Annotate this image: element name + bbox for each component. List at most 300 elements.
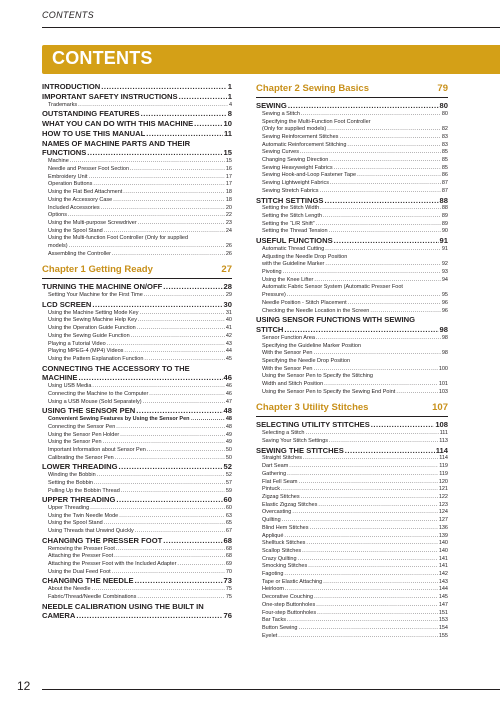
toc-section-entry[interactable] (42, 406, 232, 416)
toc-entry-title: Straight Stitches (262, 455, 303, 462)
dot-leader (284, 571, 437, 579)
toc-entry[interactable] (256, 571, 448, 579)
toc-entry[interactable] (256, 479, 448, 487)
toc-entry[interactable] (42, 228, 232, 236)
toc-entry-title: Winding the Bobbin (48, 472, 96, 479)
toc-page-number: 48 (225, 416, 232, 423)
toc-entry[interactable] (256, 180, 448, 188)
toc-entry[interactable] (42, 586, 232, 594)
toc-page-number: 50 (225, 446, 232, 453)
toc-entry-title: Bar Tacks (262, 617, 287, 624)
toc-entry-title: Using the Machine Setting Mode Key (48, 309, 139, 316)
toc-page-number: 136 (438, 524, 448, 531)
toc-entry[interactable] (256, 438, 448, 446)
toc-entry-title: Using the Sensor Pen Holder (48, 431, 120, 438)
toc-entry[interactable] (42, 399, 232, 407)
toc-entry[interactable] (42, 317, 232, 325)
toc-page-number: 15 (223, 148, 232, 158)
toc-entry-title: Zigzag Stitches (262, 494, 300, 500)
toc-entry[interactable] (42, 102, 232, 110)
dot-leader (147, 447, 225, 455)
dot-leader (283, 269, 441, 277)
dot-leader (177, 561, 224, 569)
toc-entry[interactable] (256, 292, 448, 300)
toc-entry[interactable] (42, 348, 232, 356)
toc-page-number: 90 (441, 228, 448, 235)
toc-section-entry[interactable] (256, 446, 448, 456)
toc-page-number: 140 (438, 547, 448, 554)
dot-leader (194, 119, 222, 129)
toc-entry-title: Sewing Heavyweight Fabrics (262, 164, 333, 171)
toc-page-number: 88 (441, 205, 448, 212)
toc-entry-title: About the Needle (48, 586, 91, 593)
toc-entry[interactable] (256, 494, 448, 502)
toc-entry[interactable] (42, 455, 232, 463)
dot-leader (137, 594, 225, 602)
toc-section-entry[interactable] (42, 536, 232, 546)
toc-entry-title: One-step Buttonholes (262, 601, 316, 608)
toc-page-number: 96 (441, 299, 448, 306)
toc-entry[interactable] (256, 142, 448, 150)
toc-page-number: 44 (225, 348, 232, 355)
toc-page-number: 92 (441, 261, 448, 268)
toc-entry[interactable] (256, 486, 448, 494)
toc-page-number: 52 (225, 472, 232, 479)
toc-entry-title: Changing Sewing Direction (262, 157, 329, 164)
toc-section-entry[interactable] (42, 576, 232, 586)
toc-entry[interactable] (256, 188, 448, 196)
toc-entry[interactable] (42, 341, 232, 349)
toc-entry[interactable] (256, 502, 448, 510)
toc-entry-title: HOW TO USE THIS MANUAL (42, 128, 146, 138)
toc-entry-title[interactable]: Automatic Fabric Sensor System (Automatic Presser Foot (262, 284, 403, 291)
dot-leader (327, 126, 441, 134)
toc-entry[interactable] (256, 463, 448, 471)
dot-leader (301, 494, 438, 502)
toc-entry-title: Setting the Stitch Length (262, 213, 322, 220)
toc-entry-title[interactable]: Specifying the Guideline Marker Position (262, 342, 362, 349)
dot-leader (302, 548, 438, 556)
toc-entry[interactable] (42, 158, 232, 166)
toc-entry[interactable] (256, 165, 448, 173)
toc-entry[interactable] (42, 220, 232, 228)
toc-entry-title: STITCH (256, 325, 284, 335)
toc-section-entry[interactable] (42, 611, 232, 621)
toc-page-number: 154 (438, 624, 448, 631)
toc-right-column (256, 82, 448, 640)
toc-page-number: 41 (225, 325, 232, 332)
toc-page-number: 16 (225, 165, 232, 172)
toc-section-entry[interactable] (42, 462, 232, 472)
toc-entry[interactable] (256, 579, 448, 587)
toc-entry[interactable] (42, 391, 232, 399)
toc-entry-title: Blind Hem Stitches (262, 524, 309, 531)
toc-entry-title: models) (48, 243, 68, 250)
dot-leader (131, 333, 225, 341)
toc-entry-title: Connecting the Machine to the Computer (48, 390, 149, 397)
toc-entry-title: Setting the Stitch Width (262, 205, 320, 212)
dot-leader (116, 495, 222, 505)
dot-leader (68, 212, 225, 220)
toc-page-number: 108 (435, 420, 448, 430)
toc-entry[interactable] (42, 432, 232, 440)
toc-entry-title: With the Sensor Pen (262, 365, 313, 372)
dot-leader (313, 350, 440, 358)
toc-entry[interactable] (42, 520, 232, 528)
toc-section-entry[interactable] (42, 119, 232, 129)
toc-entry-title: INTRODUCTION (42, 82, 101, 91)
toc-entry[interactable] (256, 586, 448, 594)
toc-entry[interactable] (42, 356, 232, 364)
toc-entry[interactable] (256, 213, 448, 221)
toc-entry[interactable] (256, 471, 448, 479)
chapter-page-number: 107 (432, 402, 448, 414)
dot-leader (313, 366, 437, 374)
toc-page-number: 76 (223, 611, 232, 621)
toc-page-number: 86 (441, 172, 448, 179)
toc-entry[interactable] (42, 439, 232, 447)
dot-leader (70, 158, 225, 166)
toc-entry-title: Setting Your Machine for the First Time (48, 292, 143, 299)
toc-entry[interactable] (42, 310, 232, 318)
dot-leader (69, 243, 225, 251)
toc-page-number: 46 (225, 390, 232, 397)
toc-section-entry[interactable] (42, 373, 232, 383)
toc-page-number: 143 (438, 578, 448, 585)
dot-leader (347, 142, 441, 150)
toc-entry-title: Checking the Needle Location in the Screen (262, 307, 370, 314)
toc-entry-title: Gathering (262, 470, 287, 477)
toc-entry[interactable] (256, 157, 448, 165)
toc-page-number: 48 (223, 406, 232, 416)
toc-entry-title: Using the Multi-purpose Screwdriver (48, 219, 137, 226)
toc-entry-title: Sensor Function Area (262, 334, 315, 341)
toc-entry-title: Pivoting (262, 269, 282, 276)
toc-page-number: 26 (225, 250, 232, 257)
toc-entry[interactable] (256, 261, 448, 269)
toc-section-entry[interactable] (256, 325, 448, 335)
toc-page-number: 60 (223, 495, 232, 505)
toc-page-number: 40 (225, 317, 232, 324)
toc-page-number: 82 (441, 126, 448, 133)
toc-entry[interactable] (42, 325, 232, 333)
toc-entry[interactable] (42, 189, 232, 197)
toc-page-number: 121 (438, 486, 448, 493)
toc-page-number: 139 (438, 532, 448, 539)
dot-leader (104, 228, 225, 236)
toc-entry[interactable] (256, 300, 448, 308)
toc-entry[interactable] (256, 617, 448, 625)
toc-entry[interactable] (256, 509, 448, 517)
footer-rule (42, 689, 500, 690)
page-number: 12 (17, 679, 31, 693)
toc-entry[interactable] (256, 610, 448, 618)
dot-leader (112, 569, 225, 577)
toc-page-number: 95 (441, 292, 448, 299)
toc-section-entry[interactable] (42, 148, 232, 158)
toc-entry[interactable] (42, 488, 232, 496)
toc-entry-title: Eyelet (262, 632, 278, 639)
toc-entry[interactable] (42, 447, 232, 455)
toc-entry-title: Setting the Bobbin (48, 479, 93, 486)
toc-entry[interactable] (42, 205, 232, 213)
toc-entry[interactable] (42, 505, 232, 513)
toc-page-number: 70 (225, 568, 232, 575)
chapter-rule (256, 416, 448, 417)
toc-section-entry[interactable] (42, 282, 232, 292)
toc-page-number: 141 (438, 563, 448, 570)
toc-page-number: 10 (223, 119, 232, 129)
dot-leader (94, 480, 225, 488)
toc-page-number: 114 (435, 445, 448, 455)
toc-entry[interactable] (256, 172, 448, 180)
dot-leader (325, 196, 439, 206)
toc-entry[interactable] (42, 569, 232, 577)
toc-page-number: 59 (225, 487, 232, 494)
toc-entry[interactable] (256, 350, 448, 358)
toc-entry[interactable] (256, 548, 448, 556)
toc-entry[interactable] (42, 292, 232, 300)
toc-page-number: 151 (438, 609, 448, 616)
toc-entry[interactable] (256, 633, 448, 641)
dot-leader (303, 455, 438, 463)
toc-entry[interactable] (256, 246, 448, 254)
toc-page-number: 87 (441, 180, 448, 187)
toc-entry-title: Using the Flat Bed Attachment (48, 189, 123, 196)
toc-entry[interactable] (256, 269, 448, 277)
toc-entry-title[interactable]: Specifying the Needle Drop Position (262, 357, 351, 364)
toc-entry-title: Needle Position - Stitch Placement (262, 299, 347, 306)
dot-leader (324, 381, 438, 389)
toc-entry[interactable] (42, 197, 232, 205)
toc-entry-title[interactable]: Using the Sensor Pen to Specify the Stitching (262, 373, 373, 380)
dot-leader (370, 308, 441, 316)
toc-page-number: 120 (438, 478, 448, 485)
toc-entry-title: Trademarks (48, 101, 78, 108)
toc-entry-title: With the Sensor Pen (262, 350, 313, 357)
toc-entry-title[interactable]: Using the Multi-function Foot Controller (Only for supplied (48, 235, 189, 242)
toc-entry[interactable] (256, 149, 448, 157)
toc-entry[interactable] (256, 455, 448, 463)
toc-page-number: 30 (223, 299, 232, 309)
dot-leader (357, 172, 441, 180)
toc-entry-title: Shelltuck Stitches (262, 540, 306, 547)
toc-entry[interactable] (42, 561, 232, 569)
toc-entry[interactable] (42, 424, 232, 432)
dot-leader (144, 292, 225, 300)
dot-leader (329, 157, 441, 165)
toc-entry[interactable] (42, 472, 232, 480)
toc-section-title[interactable]: CONNECTING THE ACCESSORY TO THE (42, 363, 190, 373)
toc-entry[interactable] (42, 243, 232, 251)
toc-entry[interactable] (42, 480, 232, 488)
toc-page-number: 94 (441, 276, 448, 283)
dot-leader (325, 261, 441, 269)
dot-leader (137, 325, 225, 333)
toc-entry-title: STITCH SETTINGS (256, 195, 324, 205)
toc-entry-title: (Only for supplied models) (262, 126, 327, 133)
toc-entry-title: WHAT YOU CAN DO WITH THIS MACHINE (42, 119, 194, 129)
toc-entry[interactable] (256, 594, 448, 602)
toc-section-entry[interactable] (42, 82, 232, 92)
dot-leader (90, 505, 225, 513)
toc-section-entry[interactable] (42, 109, 232, 119)
toc-section-entry[interactable] (42, 92, 232, 102)
dot-leader (285, 586, 438, 594)
toc-page-number: 73 (223, 576, 232, 586)
toc-entry-title: Decorative Couching (262, 594, 314, 601)
toc-entry-title: Playing MPEG-4 (MP4) Videos (48, 348, 124, 355)
chapter-heading[interactable] (256, 82, 448, 96)
toc-page-number: 85 (441, 157, 448, 164)
toc-page-number: 11 (223, 128, 232, 138)
toc-entry[interactable] (42, 513, 232, 521)
dot-leader (306, 430, 439, 438)
toc-entry[interactable] (256, 556, 448, 564)
toc-section-title[interactable]: NEEDLE CALIBRATION USING THE BUILT IN (42, 601, 204, 611)
dot-leader (97, 472, 225, 480)
toc-entry[interactable] (256, 228, 448, 236)
toc-entry[interactable] (256, 134, 448, 142)
toc-entry-title: SEWING (256, 101, 287, 110)
toc-entry[interactable] (42, 528, 232, 536)
toc-page-number: 98 (441, 334, 448, 341)
toc-page-number: 111 (439, 430, 448, 437)
toc-entry[interactable] (42, 251, 232, 259)
toc-entry[interactable] (42, 333, 232, 341)
dot-leader (92, 586, 225, 594)
toc-entry[interactable] (256, 563, 448, 571)
toc-page-number: 75 (225, 593, 232, 600)
toc-entry-title[interactable]: Adjusting the Needle Drop Position (262, 253, 348, 260)
toc-entry-title: Using the Sewing Machine Help Key (48, 317, 137, 324)
toc-entry-title: SEWING THE STITCHES (256, 445, 344, 455)
dot-leader (329, 438, 438, 446)
dot-leader (287, 617, 438, 625)
toc-entry[interactable] (256, 602, 448, 610)
dot-leader (292, 509, 437, 517)
toc-entry-title: Pintuck (262, 486, 281, 493)
toc-entry[interactable] (256, 366, 448, 374)
toc-entry-title: Saving Your Stitch Settings (262, 437, 329, 444)
toc-entry-title: Sewing Stretch Fabrics (262, 187, 319, 194)
dot-leader (179, 92, 227, 102)
toc-page-number: 43 (225, 340, 232, 347)
toc-entry[interactable] (42, 416, 232, 424)
toc-page-number: 28 (223, 282, 232, 292)
toc-entry-title: Using the Accessory Case (48, 196, 113, 203)
toc-entry[interactable] (256, 308, 448, 316)
toc-entry[interactable] (42, 383, 232, 391)
toc-page-number: 68 (225, 553, 232, 560)
chapter-rule (256, 97, 448, 98)
dot-leader (163, 536, 222, 546)
toc-entry[interactable] (256, 381, 448, 389)
toc-page-number: 60 (225, 505, 232, 512)
toc-section-entry[interactable] (42, 129, 232, 139)
toc-entry-title: Using the Operation Guide Function (48, 325, 136, 332)
toc-entry-title: Setting the Thread Tension (262, 228, 328, 235)
dot-leader (121, 488, 225, 496)
toc-entry[interactable] (42, 166, 232, 174)
dot-leader (288, 101, 439, 111)
toc-page-number: 144 (438, 586, 448, 593)
toc-entry[interactable] (256, 277, 448, 285)
toc-page-number: 46 (225, 383, 232, 390)
toc-entry[interactable] (256, 625, 448, 633)
toc-entry[interactable] (256, 389, 448, 397)
toc-page-number: 140 (438, 540, 448, 547)
chapter-rule (42, 278, 232, 279)
dot-leader (78, 102, 228, 110)
toc-entry-title: LOWER THREADING (42, 462, 118, 472)
dot-leader (287, 471, 438, 479)
toc-entry[interactable] (256, 533, 448, 541)
toc-section-title[interactable]: USING SENSOR FUNCTIONS WITH SEWING (256, 315, 416, 325)
toc-entry-title: Attaching the Presser Foot (48, 553, 114, 560)
toc-page-number: 24 (225, 227, 232, 234)
toc-section-entry[interactable] (42, 495, 232, 505)
toc-entry[interactable] (42, 212, 232, 220)
toc-section-entry[interactable] (256, 236, 448, 246)
toc-entry[interactable] (42, 174, 232, 182)
toc-section-entry[interactable] (256, 420, 448, 430)
toc-entry[interactable] (256, 517, 448, 525)
toc-page-number: 80 (439, 101, 448, 110)
chapter-heading[interactable] (42, 263, 232, 277)
toc-page-number: 141 (438, 555, 448, 562)
toc-entry-title: Appliqué (262, 532, 284, 539)
toc-entry[interactable] (42, 181, 232, 189)
toc-entry[interactable] (256, 205, 448, 213)
toc-entry-title[interactable]: Specifying the Multi-Function Foot Controller (262, 118, 371, 125)
toc-entry[interactable] (42, 594, 232, 602)
toc-section-title[interactable]: NAMES OF MACHINE PARTS AND THEIR (42, 138, 191, 148)
toc-entry[interactable] (42, 546, 232, 554)
toc-section-entry[interactable] (256, 101, 448, 111)
dot-leader (119, 513, 225, 521)
toc-page-number: 113 (439, 437, 448, 444)
toc-entry-title: Using the Spool Stand (48, 520, 103, 527)
toc-page-number: 123 (438, 501, 448, 508)
toc-entry[interactable] (256, 111, 448, 119)
toc-page-number: 83 (441, 133, 448, 140)
toc-entry[interactable] (256, 430, 448, 438)
toc-entry-title: Using the Spool Stand (48, 227, 103, 234)
toc-entry[interactable] (256, 221, 448, 229)
toc-entry-title: Quilting (262, 517, 281, 524)
toc-entry[interactable] (256, 540, 448, 548)
dot-leader (320, 188, 441, 196)
dot-leader (309, 525, 437, 533)
toc-entry[interactable] (256, 335, 448, 343)
toc-page-number: 68 (225, 545, 232, 552)
toc-page-number: 49 (225, 439, 232, 446)
dot-leader (149, 391, 225, 399)
dot-leader (76, 611, 222, 621)
toc-page-number: 49 (225, 431, 232, 438)
toc-section-entry[interactable] (256, 196, 448, 206)
toc-entry-title: Dart Seam (262, 463, 289, 470)
toc-entry-title: Sewing Curves (262, 149, 299, 156)
chapter-heading[interactable] (256, 401, 448, 415)
toc-entry[interactable] (256, 525, 448, 533)
toc-entry[interactable] (256, 126, 448, 134)
toc-entry-title: Sewing Lightweight Fabrics (262, 180, 329, 187)
toc-section-entry[interactable] (42, 300, 232, 310)
toc-entry-title: Needle and Presser Foot Section (48, 165, 130, 172)
toc-entry[interactable] (42, 553, 232, 561)
